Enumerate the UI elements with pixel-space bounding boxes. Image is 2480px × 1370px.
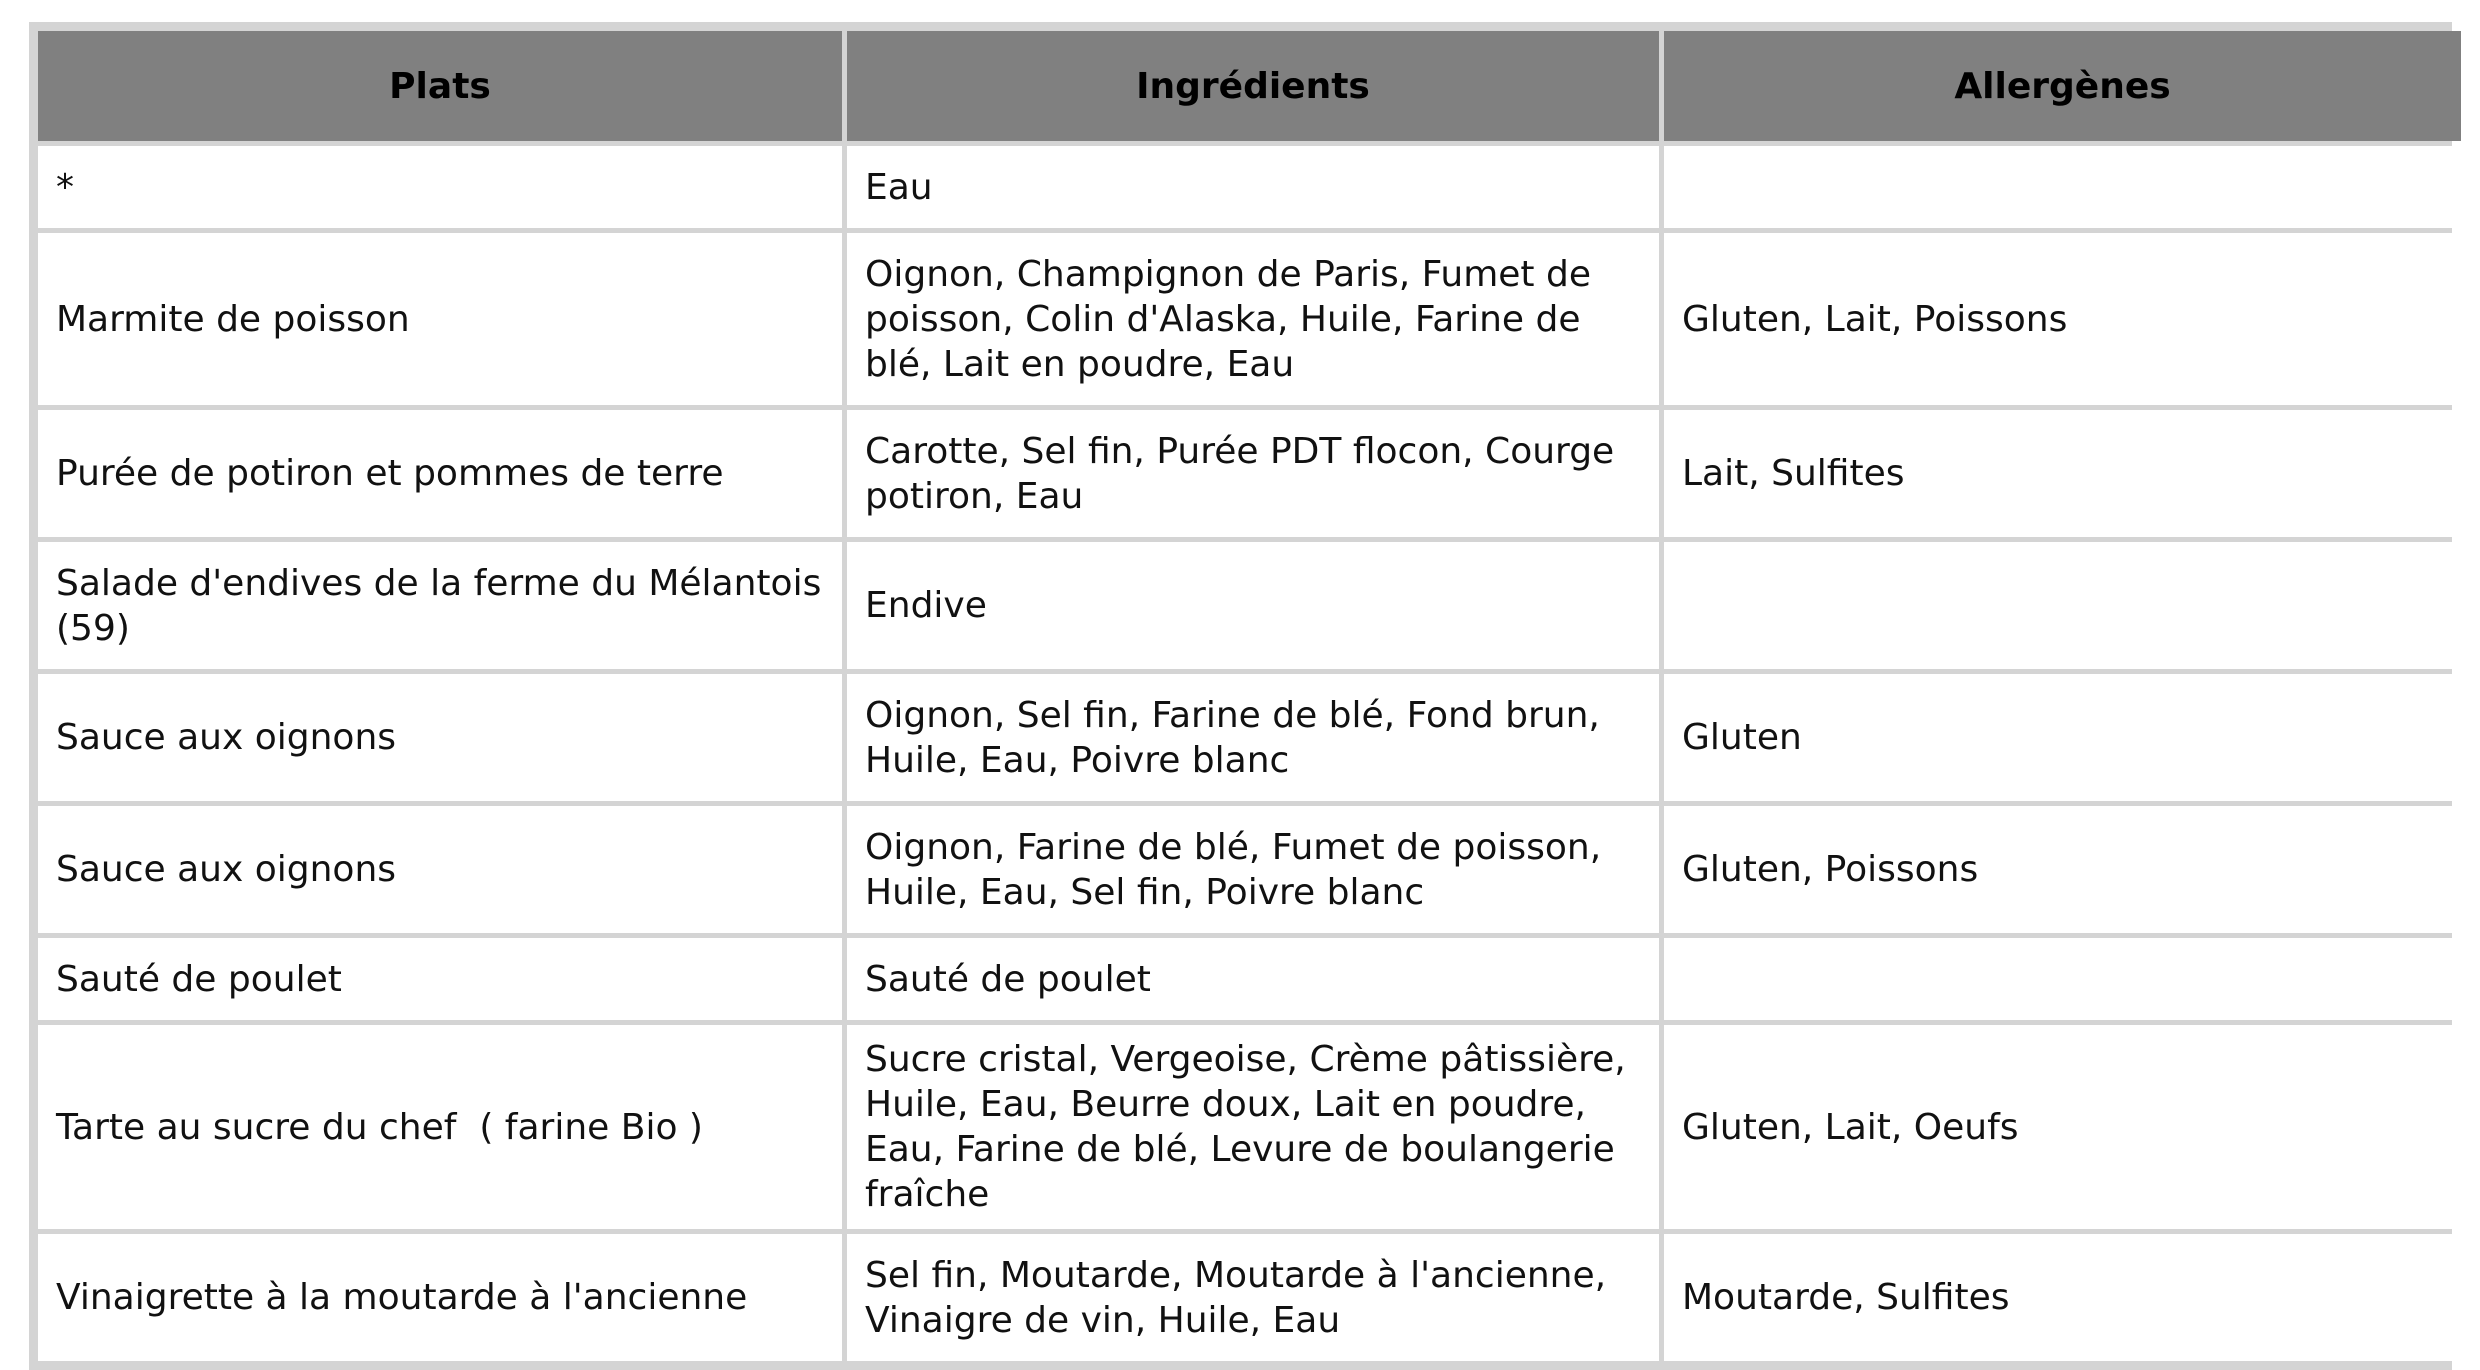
cell-plat: Sauté de poulet (38, 938, 842, 1020)
cell-plat: Salade d'endives de la ferme du Mélantois (59) (38, 542, 842, 669)
cell-allergenes: Lait, Sulfites (1664, 410, 2461, 537)
table-row (38, 146, 2461, 228)
cell-allergenes: Gluten, Lait, Oeufs (1664, 1025, 2461, 1229)
cell-allergenes: Moutarde, Sulfites (1664, 1234, 2461, 1361)
cell-allergenes: Gluten (1664, 674, 2461, 801)
cell-plat: Sauce aux oignons (38, 806, 842, 933)
table-row (38, 542, 2461, 669)
header-ingredients: Ingrédients (847, 31, 1659, 141)
menu-allergen-table (33, 26, 2466, 1366)
cell-allergenes (1664, 542, 2461, 669)
cell-plat: Sauce aux oignons (38, 674, 842, 801)
table-row (38, 806, 2461, 933)
menu-table-container (29, 22, 2452, 1370)
header-plats: Plats (38, 31, 842, 141)
cell-allergenes: Gluten, Lait, Poissons (1664, 233, 2461, 405)
cell-plat: Marmite de poisson (38, 233, 842, 405)
header-allergenes: Allergènes (1664, 31, 2461, 141)
table-row (38, 410, 2461, 537)
cell-ingredients: Carotte, Sel fin, Purée PDT flocon, Courge potiron, Eau (847, 410, 1659, 537)
cell-plat: * (38, 146, 842, 228)
cell-ingredients: Sauté de poulet (847, 938, 1659, 1020)
cell-ingredients: Endive (847, 542, 1659, 669)
cell-ingredients: Oignon, Sel fin, Farine de blé, Fond brun, Huile, Eau, Poivre blanc (847, 674, 1659, 801)
cell-allergenes: Gluten, Poissons (1664, 806, 2461, 933)
table-row (38, 233, 2461, 405)
table-row (38, 1025, 2461, 1229)
cell-plat: Purée de potiron et pommes de terre (38, 410, 842, 537)
cell-ingredients: Oignon, Champignon de Paris, Fumet de poisson, Colin d'Alaska, Huile, Farine de blé, Lait en poudre, Eau (847, 233, 1659, 405)
cell-ingredients: Sel fin, Moutarde, Moutarde à l'ancienne, Vinaigre de vin, Huile, Eau (847, 1234, 1659, 1361)
table-row (38, 938, 2461, 1020)
cell-plat: Tarte au sucre du chef ( farine Bio ) (38, 1025, 842, 1229)
table-row (38, 674, 2461, 801)
cell-allergenes (1664, 938, 2461, 1020)
table-body (38, 146, 2461, 1361)
table-row (38, 1234, 2461, 1361)
header-row (38, 31, 2461, 141)
table-header (38, 31, 2461, 141)
cell-ingredients: Oignon, Farine de blé, Fumet de poisson, Huile, Eau, Sel fin, Poivre blanc (847, 806, 1659, 933)
cell-ingredients: Sucre cristal, Vergeoise, Crème pâtissière, Huile, Eau, Beurre doux, Lait en poudre, Eau, Farine de blé, Levure de boulangerie fraîche (847, 1025, 1659, 1229)
cell-ingredients: Eau (847, 146, 1659, 228)
cell-plat: Vinaigrette à la moutarde à l'ancienne (38, 1234, 842, 1361)
cell-allergenes (1664, 146, 2461, 228)
